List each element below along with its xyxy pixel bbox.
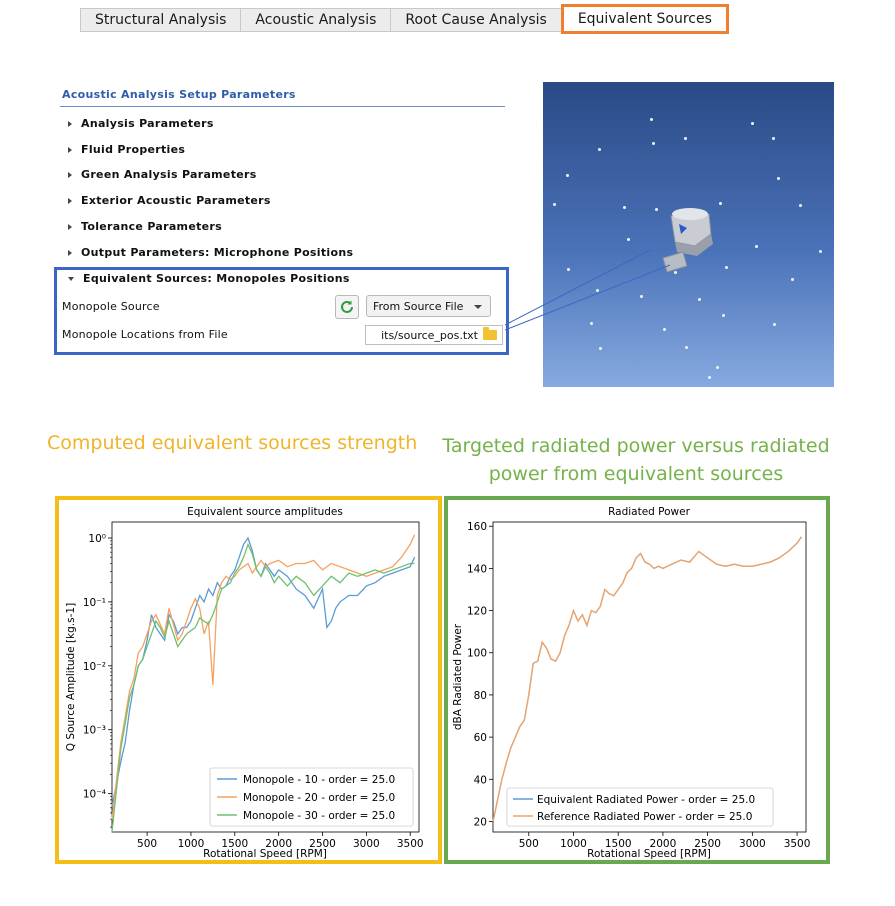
y-tick-label: 20: [473, 816, 487, 829]
tab-equivalent-sources[interactable]: Equivalent Sources: [561, 4, 729, 34]
monopole-file-label: Monopole Locations from File: [62, 328, 228, 341]
microphone-point: [819, 250, 822, 253]
section-label: Exterior Acoustic Parameters: [81, 194, 271, 207]
file-path-text: its/source_pos.txt: [381, 329, 478, 342]
x-tick-label: 1000: [560, 838, 587, 850]
y-axis-label: dBA Radiated Power: [452, 623, 464, 731]
microphone-point: [751, 122, 754, 125]
x-tick-label: 1500: [221, 838, 249, 850]
x-tick-label: 3000: [353, 838, 380, 850]
expand-arrow-icon: [68, 198, 72, 204]
section-tolerance-parameters[interactable]: [68, 220, 222, 233]
tab-structural-analysis[interactable]: Structural Analysis: [80, 8, 241, 32]
microphone-point: [773, 323, 776, 326]
caption-right: [440, 432, 832, 488]
microphone-point: [598, 148, 601, 151]
refresh-icon: [339, 299, 355, 315]
x-tick-label: 1500: [604, 838, 632, 850]
x-axis-label: Rotational Speed [RPM]: [203, 848, 327, 860]
refresh-button[interactable]: [335, 295, 359, 319]
microphone-point: [722, 314, 725, 317]
x-tick-label: 3000: [738, 838, 766, 850]
y-tick-label: 140: [466, 563, 487, 576]
microphone-point: [566, 174, 569, 177]
section-equivalent-sources[interactable]: [68, 272, 350, 285]
expand-arrow-icon: [68, 224, 72, 230]
chart-radiated-power: [449, 500, 827, 860]
y-axis-label: Q Source Amplitude [kg.s-1]: [65, 602, 77, 752]
legend-item: Equivalent Radiated Power - order = 25.0: [537, 794, 756, 806]
expand-arrow-icon: [68, 250, 72, 256]
caption-left: Computed equivalent sources strength: [47, 432, 418, 454]
y-tick-label: 10⁻¹: [82, 596, 106, 609]
caption-right-line1: Targeted radiated power versus radiated: [442, 435, 830, 457]
monopole-file-input[interactable]: [365, 325, 503, 345]
legend-item: Monopole - 20 - order = 25.0: [243, 792, 396, 804]
x-tick-label: 500: [518, 838, 539, 850]
tab-acoustic-analysis[interactable]: Acoustic Analysis: [240, 8, 391, 32]
y-tick-label: 10⁻³: [82, 724, 106, 737]
x-axis-label: Rotational Speed [RPM]: [587, 848, 711, 860]
y-tick-label: 160: [466, 521, 487, 534]
chevron-down-icon: [474, 305, 482, 309]
connector-lines: [500, 230, 680, 340]
section-output-parameters[interactable]: [68, 246, 353, 259]
y-tick-label: 80: [473, 689, 487, 702]
chart-equivalent-source-amplitudes: [60, 500, 438, 860]
microphone-point: [599, 347, 602, 350]
y-tick-label: 10⁻²: [82, 660, 106, 673]
monopole-source-select[interactable]: [366, 295, 491, 317]
microphone-point: [755, 245, 758, 248]
expand-arrow-icon: [68, 172, 72, 178]
legend-item: Monopole - 10 - order = 25.0: [243, 774, 396, 786]
tab-root-cause-analysis[interactable]: Root Cause Analysis: [390, 8, 561, 32]
y-tick-label: 10⁰: [88, 532, 106, 545]
section-label: Equivalent Sources: Monopoles Positions: [83, 272, 350, 285]
tab-bar: [80, 8, 728, 34]
chart-title: Equivalent source amplitudes: [187, 506, 343, 518]
x-tick-label: 2500: [309, 838, 336, 850]
section-analysis-parameters[interactable]: [68, 117, 214, 130]
collapse-arrow-icon: [68, 277, 74, 281]
plot-area: [493, 522, 806, 832]
folder-icon[interactable]: [483, 330, 497, 340]
microphone-point: [799, 204, 802, 207]
panel-divider: [60, 106, 505, 107]
x-tick-label: 1000: [177, 838, 205, 850]
select-value: From Source File: [373, 299, 464, 313]
x-tick-label: 500: [137, 838, 158, 850]
section-exterior-acoustic-parameters[interactable]: [68, 194, 271, 207]
microphone-point: [777, 177, 780, 180]
microphone-point: [650, 118, 653, 121]
y-tick-label: 60: [473, 732, 487, 745]
x-tick-label: 3500: [396, 838, 424, 850]
section-green-analysis-parameters[interactable]: [68, 168, 257, 181]
chart-title: Radiated Power: [608, 506, 690, 518]
y-tick-label: 40: [473, 774, 487, 787]
panel-title: Acoustic Analysis Setup Parameters: [62, 88, 296, 101]
microphone-point: [708, 376, 711, 379]
x-tick-label: 2500: [694, 838, 721, 850]
microphone-point: [553, 203, 556, 206]
x-tick-label: 2000: [265, 838, 293, 850]
y-tick-label: 100: [466, 647, 487, 660]
microphone-point: [698, 298, 701, 301]
microphone-point: [623, 206, 626, 209]
microphone-point: [685, 346, 688, 349]
microphone-point: [716, 366, 719, 369]
x-tick-label: 3500: [783, 838, 811, 850]
legend-item: Monopole - 30 - order = 25.0: [243, 810, 396, 822]
microphone-point: [652, 142, 655, 145]
y-tick-label: 10⁻⁴: [82, 788, 106, 801]
legend-item: Reference Radiated Power - order = 25.0: [537, 811, 753, 823]
expand-arrow-icon: [68, 121, 72, 127]
y-tick-label: 120: [466, 605, 487, 618]
x-tick-label: 2000: [649, 838, 677, 850]
caption-right-line2: power from equivalent sources: [488, 463, 784, 485]
microphone-point: [684, 137, 687, 140]
section-label: Fluid Properties: [81, 143, 186, 156]
section-fluid-properties[interactable]: [68, 143, 185, 156]
section-label: Green Analysis Parameters: [81, 168, 257, 181]
expand-arrow-icon: [68, 147, 72, 153]
section-label: Output Parameters: Microphone Positions: [81, 246, 354, 259]
microphone-point: [772, 137, 775, 140]
microphone-point: [791, 278, 794, 281]
monopole-source-label: Monopole Source: [62, 300, 160, 313]
section-label: Tolerance Parameters: [81, 220, 222, 233]
section-label: Analysis Parameters: [81, 117, 214, 130]
